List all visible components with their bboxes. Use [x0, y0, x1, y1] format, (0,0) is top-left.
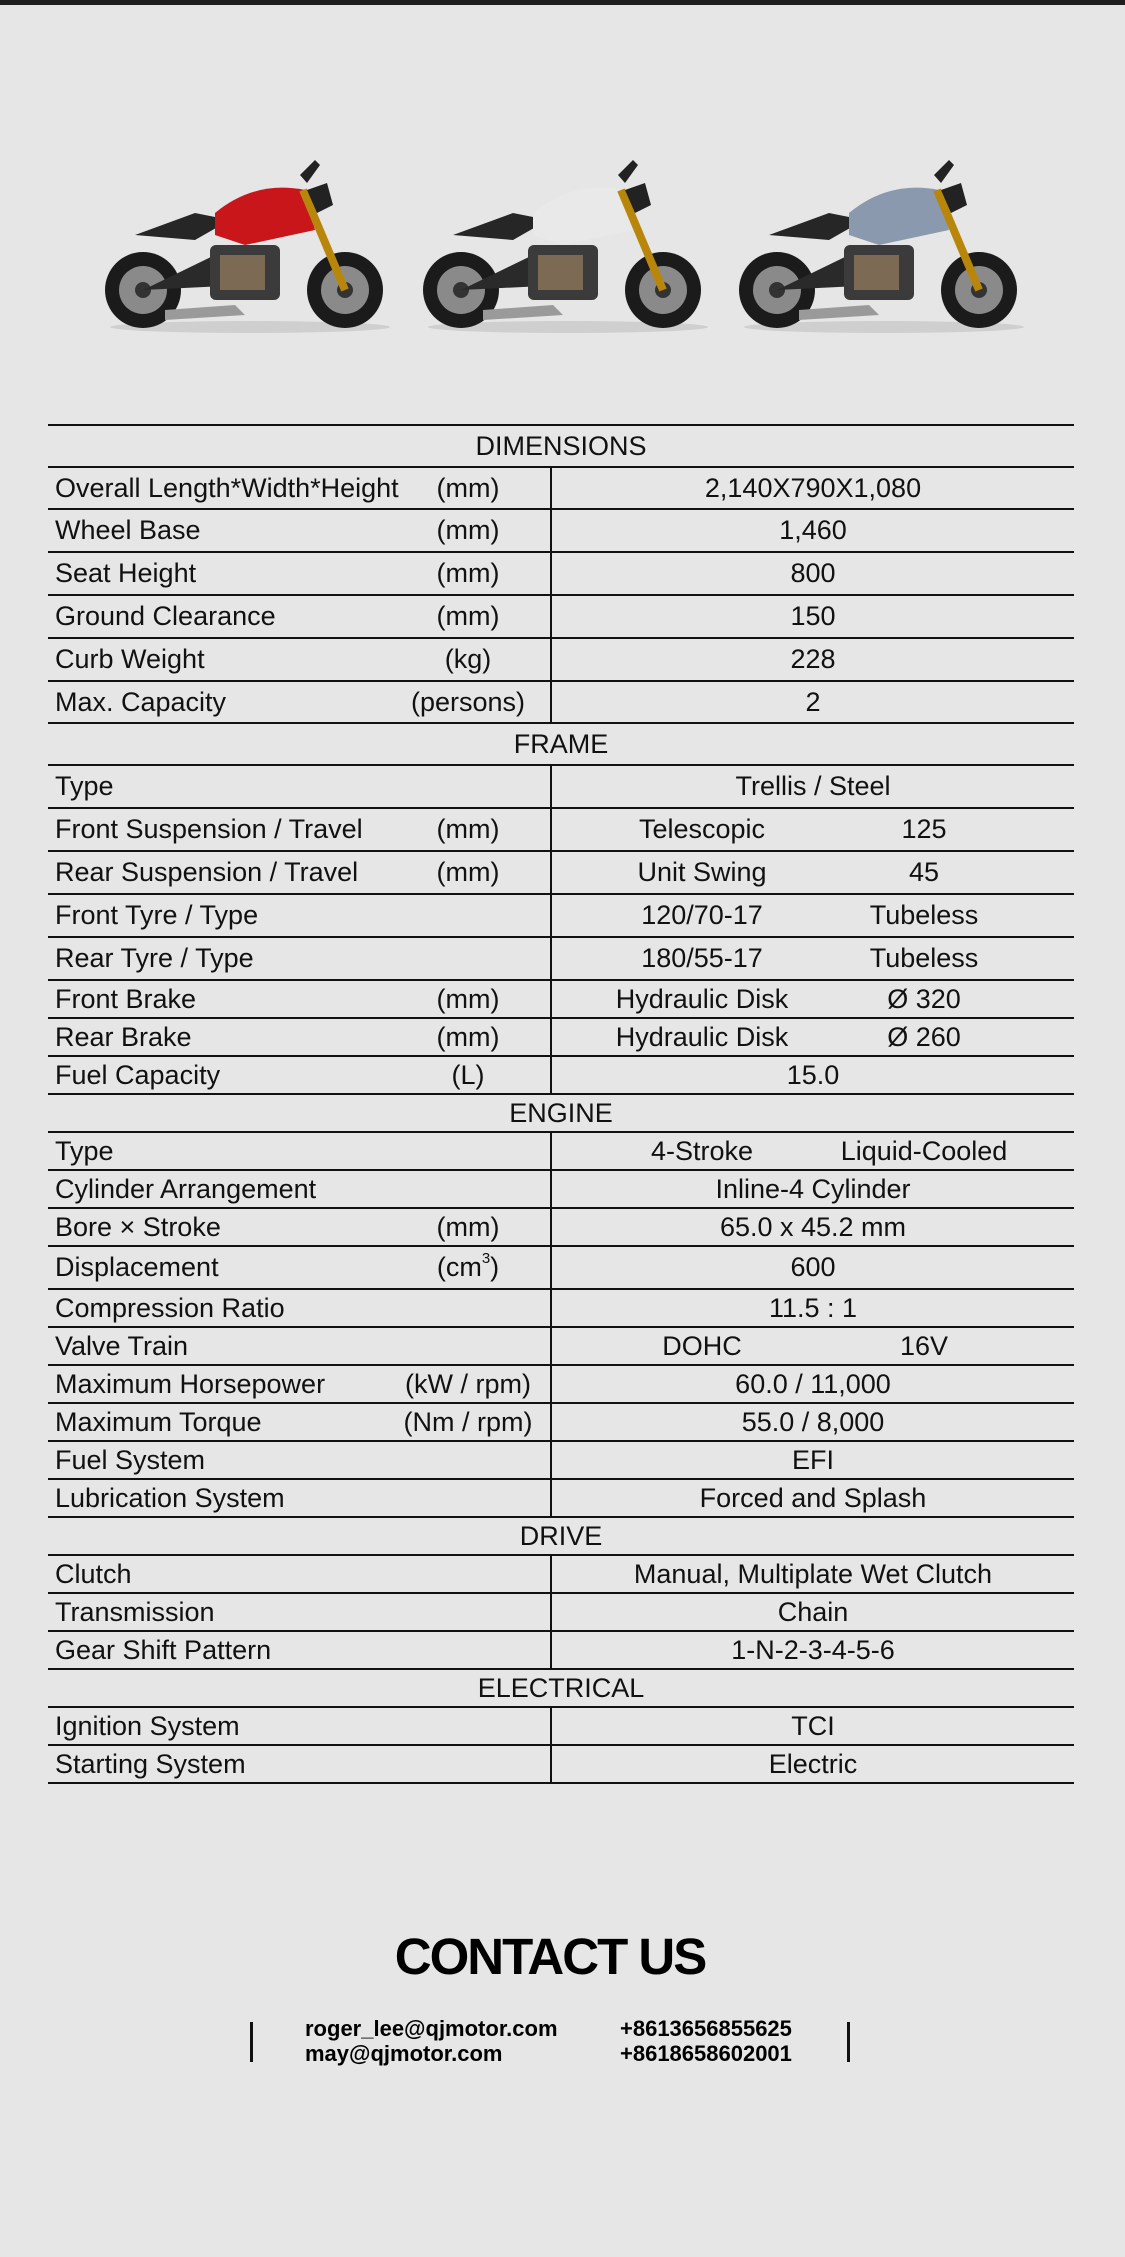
spec-value: Trellis / Steel — [735, 771, 891, 801]
blue-motorcycle-image — [729, 135, 1039, 335]
spec-value: Chain — [777, 1596, 849, 1627]
spec-value-cell — [552, 895, 1074, 936]
spec-value-secondary: Tubeless — [869, 900, 979, 930]
spec-unit-text: (mm) — [436, 857, 500, 887]
spec-value-cell — [552, 1632, 1074, 1668]
spec-row — [48, 639, 1074, 682]
spec-row — [48, 1594, 1074, 1632]
spec-row — [48, 1746, 1074, 1784]
spec-value-cell — [552, 1480, 1074, 1516]
spec-label-cell — [48, 1404, 552, 1440]
spec-value-cell — [552, 1019, 1074, 1055]
spec-value: 1,460 — [779, 515, 847, 545]
spec-label: Fuel System — [55, 1444, 206, 1475]
section-title: DRIVE — [519, 1520, 603, 1551]
spec-unit-text: (cm — [436, 1252, 482, 1282]
spec-value: EFI — [791, 1444, 834, 1475]
spec-unit-text: (L) — [451, 1059, 485, 1090]
spec-label-cell — [48, 1480, 552, 1516]
spec-label: Transmission — [55, 1596, 215, 1627]
spec-label-cell — [48, 468, 552, 508]
spec-value: TCI — [791, 1710, 835, 1741]
spec-value-cell — [552, 766, 1074, 807]
spec-value-cell — [552, 468, 1074, 508]
spec-value: 150 — [790, 601, 836, 631]
spec-unit-superscript: 3 — [481, 1250, 491, 1267]
spec-value-cell — [552, 1594, 1074, 1630]
spec-label-cell — [48, 852, 552, 893]
spec-value: 228 — [790, 644, 836, 674]
spec-value: 15.0 — [786, 1059, 840, 1090]
spec-row — [48, 1366, 1074, 1404]
spec-label: Curb Weight — [55, 644, 205, 674]
phone-link[interactable]: +8613656855625 — [620, 2016, 792, 2041]
spec-row — [48, 895, 1074, 938]
spec-row — [48, 1171, 1074, 1209]
spec-unit — [437, 859, 500, 886]
spec-label-cell — [48, 938, 552, 979]
spec-unit-text: (mm) — [436, 515, 500, 545]
spec-value-secondary: Tubeless — [869, 943, 979, 973]
spec-label: Cylinder Arrangement — [55, 1173, 317, 1204]
spec-unit — [451, 1059, 485, 1090]
spec-value: Electric — [768, 1748, 858, 1779]
spec-label: Wheel Base — [55, 515, 201, 545]
spec-label-cell — [48, 553, 552, 594]
spec-row — [48, 468, 1074, 510]
spec-label-cell — [48, 1442, 552, 1478]
spec-label: Seat Height — [55, 558, 197, 588]
spec-unit-text: (mm) — [436, 601, 500, 631]
spec-unit-close: ) — [490, 1252, 500, 1282]
spec-value-cell — [552, 1366, 1074, 1402]
section-title: DIMENSIONS — [475, 430, 647, 461]
spec-label: Max. Capacity — [55, 686, 227, 717]
spec-label-cell — [48, 895, 552, 936]
spec-unit-text: (mm) — [436, 558, 500, 588]
spec-unit-text: (mm) — [436, 814, 500, 844]
spec-label: Displacement — [55, 1252, 219, 1282]
spec-row — [48, 1209, 1074, 1247]
spec-value: Forced and Splash — [699, 1482, 927, 1513]
spec-label-cell — [48, 1057, 552, 1093]
spec-row — [48, 1057, 1074, 1095]
spec-row — [48, 1708, 1074, 1746]
top-strip — [0, 0, 1125, 5]
spec-value-secondary: Liquid-Cooled — [840, 1135, 1008, 1166]
section-header — [48, 1518, 1074, 1556]
spec-row — [48, 1480, 1074, 1518]
contact-title: CONTACT US — [394, 1928, 706, 1985]
spec-label-cell — [48, 1366, 552, 1402]
spec-unit — [437, 560, 500, 587]
spec-unit — [410, 686, 526, 717]
spec-label: Compression Ratio — [55, 1292, 285, 1323]
spec-value-secondary: 16V — [899, 1330, 949, 1361]
spec-unit-text: (mm) — [436, 1211, 500, 1242]
red-motorcycle-image — [95, 135, 405, 335]
spec-value: Telescopic — [638, 814, 766, 844]
spec-label: Front Brake — [55, 983, 197, 1014]
spec-value: 55.0 / 8,000 — [741, 1406, 885, 1437]
email-link[interactable]: may@qjmotor.com — [305, 2041, 503, 2066]
spec-value: Inline-4 Cylinder — [715, 1173, 911, 1204]
spec-unit — [403, 1406, 533, 1437]
spec-label-cell — [48, 1133, 552, 1169]
spec-value: 65.0 x 45.2 mm — [719, 1211, 907, 1242]
spec-label: Type — [55, 771, 114, 801]
spec-unit — [405, 1368, 531, 1399]
spec-row — [48, 1404, 1074, 1442]
spec-value-secondary: 125 — [901, 814, 947, 844]
contact-emails — [305, 2016, 558, 2066]
spec-row — [48, 852, 1074, 895]
spec-label-cell — [48, 1632, 552, 1668]
spec-row — [48, 682, 1074, 724]
spec-value-cell — [552, 1057, 1074, 1093]
spec-value-secondary: Ø 260 — [887, 1021, 961, 1052]
spec-label-cell — [48, 1209, 552, 1245]
spec-label-cell — [48, 981, 552, 1017]
section-title: ELECTRICAL — [477, 1672, 645, 1703]
spec-unit-text: (kg) — [444, 644, 492, 674]
spec-unit — [436, 1021, 500, 1052]
spec-value-cell — [552, 1708, 1074, 1744]
spec-row — [48, 1019, 1074, 1057]
spec-value-cell — [552, 852, 1074, 893]
contact-phones — [620, 2016, 792, 2066]
spec-value-cell — [552, 596, 1074, 637]
spec-label: Overall Length*Width*Height — [55, 472, 399, 503]
spec-label-cell — [48, 809, 552, 850]
spec-label: Rear Suspension / Travel — [55, 857, 359, 887]
spec-label: Ground Clearance — [55, 601, 276, 631]
spec-label: Valve Train — [55, 1330, 189, 1361]
spec-row — [48, 1133, 1074, 1171]
spec-value: 1-N-2-3-4-5-6 — [731, 1634, 895, 1665]
spec-value-secondary: 45 — [908, 857, 940, 887]
spec-label: Bore × Stroke — [55, 1211, 221, 1242]
spec-unit — [437, 603, 500, 630]
spec-label-cell — [48, 766, 552, 807]
spec-value-cell — [552, 682, 1074, 722]
spec-row — [48, 1290, 1074, 1328]
spec-row — [48, 1328, 1074, 1366]
spec-unit — [436, 472, 500, 503]
spec-value-cell — [552, 1133, 1074, 1169]
spec-value-cell — [552, 553, 1074, 594]
spec-label: Lubrication System — [55, 1482, 285, 1513]
contact-divider-left — [250, 2022, 253, 2062]
spec-value-cell — [552, 1171, 1074, 1207]
spec-value: DOHC — [662, 1330, 742, 1361]
spec-unit — [436, 1211, 500, 1242]
spec-value-cell — [552, 1328, 1074, 1364]
email-link[interactable]: roger_lee@qjmotor.com — [305, 2016, 558, 2041]
spec-label: Rear Tyre / Type — [55, 943, 254, 973]
spec-row — [48, 809, 1074, 852]
spec-value: Unit Swing — [637, 857, 767, 887]
spec-label-cell — [48, 1247, 552, 1288]
section-header — [48, 1095, 1074, 1133]
spec-label: Front Tyre / Type — [55, 900, 259, 930]
spec-unit — [436, 1250, 500, 1282]
spec-value-cell — [552, 639, 1074, 680]
spec-value: Hydraulic Disk — [615, 1021, 789, 1052]
section-title: FRAME — [513, 728, 609, 759]
spec-value: 60.0 / 11,000 — [735, 1368, 891, 1399]
spec-value: 800 — [790, 558, 836, 588]
spec-value-cell — [552, 981, 1074, 1017]
spec-value: 2 — [805, 686, 821, 717]
spec-value-secondary: Ø 320 — [887, 983, 961, 1014]
spec-label: Rear Brake — [55, 1021, 192, 1052]
spec-value: Hydraulic Disk — [615, 983, 789, 1014]
spec-label-cell — [48, 1019, 552, 1055]
spec-row — [48, 510, 1074, 553]
spec-value: 2,140X790X1,080 — [704, 472, 922, 503]
section-header — [48, 426, 1074, 468]
contact-divider-right — [847, 2022, 850, 2062]
spec-unit — [437, 517, 500, 544]
spec-value-cell — [552, 1556, 1074, 1592]
spec-label: Gear Shift Pattern — [55, 1634, 272, 1665]
spec-label-cell — [48, 1290, 552, 1326]
spec-label-cell — [48, 682, 552, 722]
spec-value: Manual, Multiplate Wet Clutch — [633, 1558, 993, 1589]
spec-unit — [436, 983, 500, 1014]
spec-label: Clutch — [55, 1558, 132, 1589]
spec-value-cell — [552, 1247, 1074, 1288]
spec-label: Fuel Capacity — [55, 1059, 221, 1090]
spec-row — [48, 1442, 1074, 1480]
spec-value: 600 — [790, 1252, 836, 1282]
spec-unit-text: (mm) — [436, 1021, 500, 1052]
spec-value-cell — [552, 938, 1074, 979]
spec-row — [48, 1247, 1074, 1290]
spec-value-cell — [552, 1209, 1074, 1245]
spec-value-cell — [552, 1442, 1074, 1478]
spec-label-cell — [48, 1746, 552, 1782]
section-header — [48, 1670, 1074, 1708]
spec-label-cell — [48, 596, 552, 637]
spec-value-cell — [552, 510, 1074, 551]
spec-row — [48, 766, 1074, 809]
spec-label-cell — [48, 510, 552, 551]
spec-label: Maximum Horsepower — [55, 1368, 326, 1399]
spec-unit — [437, 816, 500, 843]
spec-value-cell — [552, 1290, 1074, 1326]
specification-table — [48, 424, 1074, 1784]
spec-label-cell — [48, 639, 552, 680]
spec-row — [48, 1632, 1074, 1670]
spec-row — [48, 1556, 1074, 1594]
spec-label-cell — [48, 1328, 552, 1364]
spec-unit-text: (persons) — [410, 686, 526, 717]
spec-row — [48, 981, 1074, 1019]
spec-unit-text: (mm) — [436, 983, 500, 1014]
spec-label-cell — [48, 1708, 552, 1744]
spec-unit-text: (mm) — [436, 472, 500, 503]
spec-row — [48, 938, 1074, 981]
phone-link[interactable]: +8618658602001 — [620, 2041, 792, 2066]
spec-value: 11.5 : 1 — [768, 1292, 858, 1323]
spec-unit — [445, 646, 492, 673]
spec-label-cell — [48, 1594, 552, 1630]
spec-unit-text: (Nm / rpm) — [403, 1406, 533, 1437]
spec-label: Front Suspension / Travel — [55, 814, 363, 844]
spec-value: 180/55-17 — [641, 943, 763, 973]
white-motorcycle-image — [413, 135, 723, 335]
section-title: ENGINE — [509, 1097, 613, 1128]
spec-row — [48, 553, 1074, 596]
spec-unit-text: (kW / rpm) — [405, 1368, 531, 1399]
spec-value: 4-Stroke — [650, 1135, 754, 1166]
section-header — [48, 724, 1074, 766]
spec-value-cell — [552, 809, 1074, 850]
spec-label-cell — [48, 1171, 552, 1207]
spec-value: 120/70-17 — [641, 900, 763, 930]
spec-label-cell — [48, 1556, 552, 1592]
motorcycle-gallery — [95, 135, 1035, 335]
spec-label: Type — [55, 1135, 114, 1166]
spec-value-cell — [552, 1746, 1074, 1782]
spec-value-cell — [552, 1404, 1074, 1440]
spec-label: Starting System — [55, 1748, 246, 1779]
spec-row — [48, 596, 1074, 639]
spec-label: Ignition System — [55, 1710, 240, 1741]
spec-label: Maximum Torque — [55, 1406, 262, 1437]
